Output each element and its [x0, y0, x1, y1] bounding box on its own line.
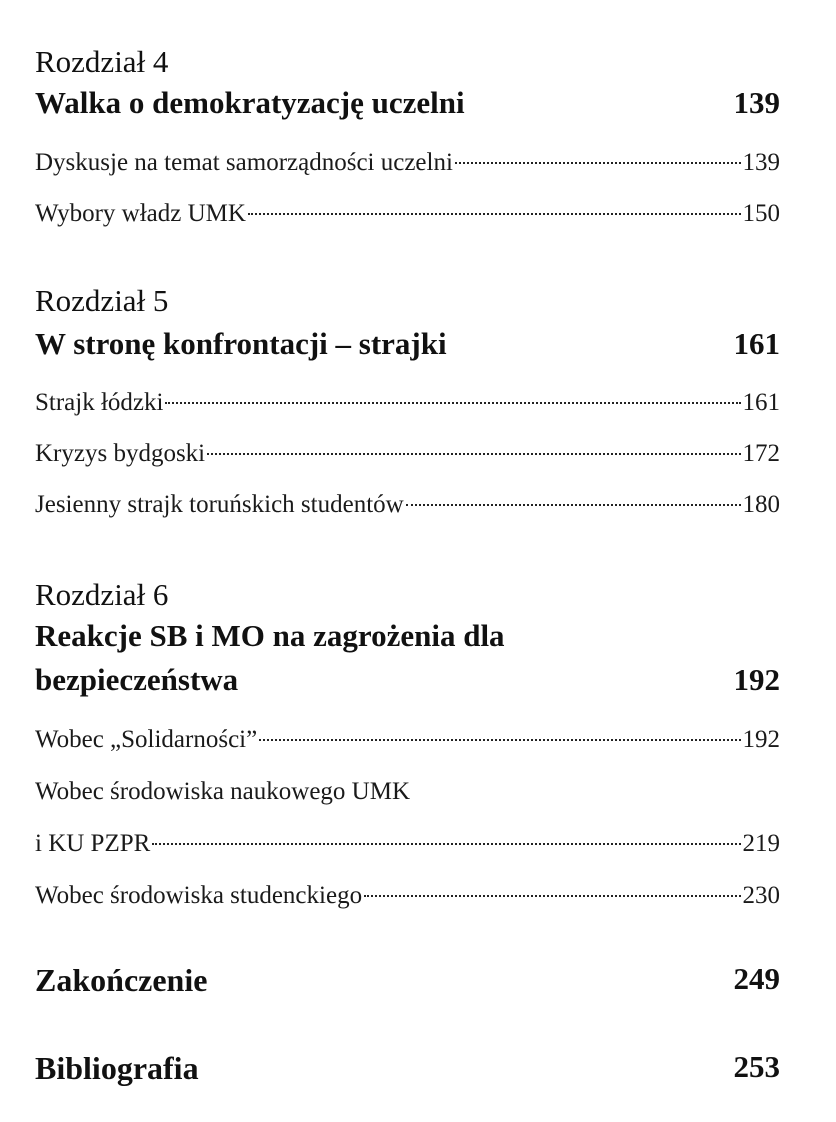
toc-entry-title: Kryzys bydgoski [35, 440, 206, 467]
bibliography-title[interactable]: Bibliografia [35, 1050, 199, 1086]
leader-dots [455, 158, 741, 164]
toc-entry[interactable] [35, 437, 780, 471]
toc-entry[interactable] [35, 197, 780, 231]
toc-entry[interactable] [35, 146, 780, 180]
toc-entry-page: 180 [742, 491, 780, 518]
toc-entry[interactable] [35, 879, 780, 913]
chapter-5-page: 161 [733, 326, 780, 361]
chapter-6-label: Rozdział 6 [35, 577, 169, 612]
toc-entry-page: 150 [742, 200, 780, 227]
toc-entry-title-line-1[interactable]: Wobec środowiska naukowego UMK [35, 778, 410, 805]
toc-entry-title-line-2: i KU PZPR [35, 830, 151, 857]
toc-entry-page: 172 [742, 440, 780, 467]
toc-entry[interactable] [35, 488, 780, 522]
conclusion-title[interactable]: Zakończenie [35, 962, 208, 998]
chapter-4-title: Walka o demokratyzację uczelni [35, 85, 465, 120]
leader-dots [364, 891, 740, 897]
toc-entry-page: 192 [742, 726, 780, 753]
toc-entry-title: Jesienny strajk toruńskich studentów [35, 491, 404, 518]
chapter-6-title-line-2: bezpieczeństwa [35, 662, 239, 697]
chapter-4-label: Rozdział 4 [35, 44, 169, 79]
chapter-5-label: Rozdział 5 [35, 283, 169, 318]
leader-dots [207, 449, 740, 455]
toc-entry-title: Strajk łódzki [35, 389, 164, 416]
leader-dots [259, 735, 740, 741]
toc-entry-page: 161 [742, 389, 780, 416]
leader-dots [248, 209, 741, 215]
toc-entry-page: 139 [742, 149, 780, 176]
toc-entry-page: 230 [742, 882, 780, 909]
toc-entry-title: Wobec „Solidarności” [35, 726, 258, 753]
chapter-6-page: 192 [733, 662, 780, 697]
leader-dots [165, 398, 740, 404]
toc-entry-title: Wobec środowiska studenckiego [35, 882, 363, 909]
leader-dots [406, 500, 741, 506]
bibliography-page: 253 [733, 1049, 780, 1084]
toc-entry[interactable] [35, 827, 780, 861]
toc-entry-page: 219 [742, 830, 780, 857]
chapter-6-title-line-1: Reakcje SB i MO na zagrożenia dla [35, 618, 505, 653]
leader-dots [152, 839, 740, 845]
toc-entry[interactable] [35, 723, 780, 757]
toc-entry[interactable] [35, 386, 780, 420]
conclusion-page: 249 [733, 961, 780, 996]
toc-entry-title: Wybory władz UMK [35, 200, 246, 227]
chapter-4-page: 139 [733, 85, 780, 120]
chapter-5-title: W stronę konfrontacji – strajki [35, 326, 447, 361]
toc-entry-title: Dyskusje na temat samorządności uczelni [35, 149, 453, 176]
